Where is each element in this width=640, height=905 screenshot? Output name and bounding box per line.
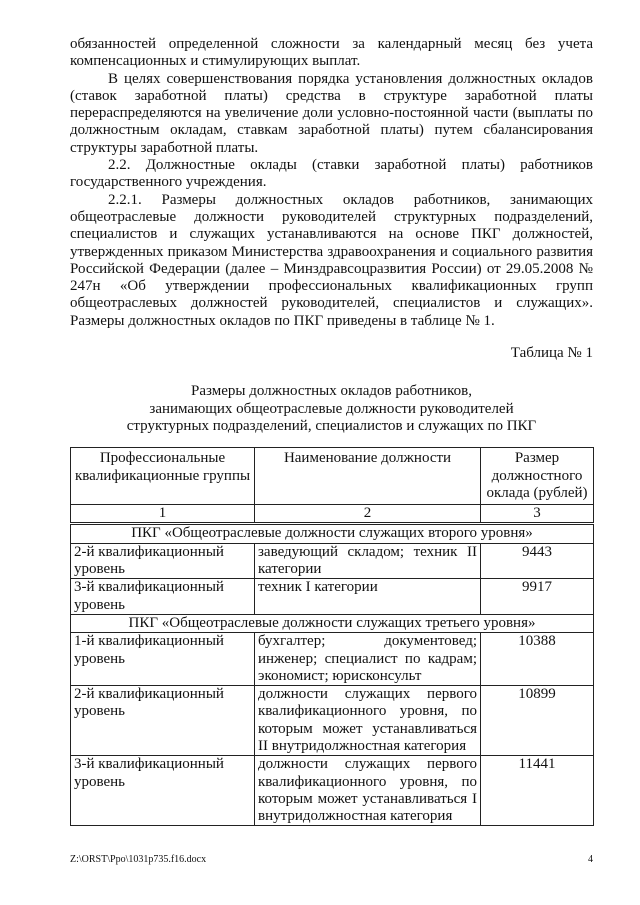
- page-footer: [70, 854, 593, 865]
- column-number-row: [71, 505, 594, 524]
- table-caption-line: структурных подразделений, специалистов и служащих по ПКГ: [126, 417, 537, 434]
- table-group-title: ПКГ «Общеотраслевые должности служащих второго уровня»: [71, 524, 594, 543]
- cell-qualification-level: 1-й квалификационный уровень: [71, 633, 255, 686]
- column-number: 1: [71, 505, 255, 524]
- table-row: [71, 633, 594, 686]
- cell-position-name: бухгалтер; документовед; инженер; специалист по кадрам; экономист; юрисконсульт: [255, 633, 481, 686]
- cell-qualification-level: 2-й квалификационный уровень: [71, 686, 255, 756]
- salary-table: [70, 447, 594, 826]
- table-group-row: [71, 524, 594, 543]
- paragraph-salary-structure: В целях совершенствования порядка установления должностных окладов (ставок заработной платы) средства в структуре заработной платы перераспределяются на увеличение доли условно-постоянной части (выплаты по должностным окладам, ставкам заработной платы) путем сбалансирования структуры заработной платы.: [70, 70, 593, 156]
- paragraph-continuation: обязанностей определенной сложности за календарный месяц без учета компенсационных и стимулирующих выплат.: [70, 36, 593, 70]
- header-cell-groups: Профессиональные квалификационные группы: [71, 448, 255, 505]
- table-caption-line: Размеры должностных окладов работников,: [191, 383, 472, 400]
- cell-qualification-level: 2-й квалификационный уровень: [71, 543, 255, 579]
- paragraph-section-2-2-1: 2.2.1. Размеры должностных окладов работников, занимающих общеотраслевые должности руководителей структурных подразделений, специалистов и служащих устанавливаются на основе ПКГ должностей, утвержденных приказом Министерства здравоохранения и социального развития Российской Федерации (далее – Минздравсоцразвития России) от 29.05.2008 № 247н «Об утверждении профессиональных квалификационных групп общеотраслевых должностей руководителей, специалистов и служащих». Размеры должностных окладов по ПКГ приведены в таблице № 1.: [70, 191, 593, 329]
- cell-salary: 10899: [481, 686, 594, 756]
- table-number: Таблица № 1: [510, 345, 593, 362]
- footer-file-path: Z:\ORST\Ppo\1031p735.f16.docx: [70, 854, 207, 865]
- table-caption-line: занимающих общеотраслевые должности руководителей: [149, 400, 514, 417]
- header-cell-position: Наименование должности: [255, 448, 481, 505]
- column-number: 3: [481, 505, 594, 524]
- cell-position-name: техник I категории: [255, 579, 481, 615]
- cell-position-name: заведующий складом; техник II категории: [255, 543, 481, 579]
- cell-qualification-level: 3-й квалификационный уровень: [71, 756, 255, 826]
- cell-salary: 9443: [481, 543, 594, 579]
- cell-position-name: должности служащих первого квалификационного уровня, по которым может устанавливаться I внутридолжностная категория: [255, 756, 481, 826]
- table-header-row: [71, 448, 594, 505]
- table-caption: [70, 383, 593, 435]
- table-group-row: [71, 614, 594, 632]
- document-body: [70, 36, 593, 826]
- table-row: [71, 686, 594, 756]
- table-row: [71, 579, 594, 615]
- cell-salary: 10388: [481, 633, 594, 686]
- cell-qualification-level: 3-й квалификационный уровень: [71, 579, 255, 615]
- table-row: [71, 756, 594, 826]
- cell-position-name: должности служащих первого квалификационного уровня, по которым может устанавливаться II внутридолжностная категория: [255, 686, 481, 756]
- paragraph-section-2-2: 2.2. Должностные оклады (ставки заработной платы) работников государственного учреждения.: [70, 157, 593, 191]
- footer-page-number: 4: [588, 854, 593, 865]
- cell-salary: 9917: [481, 579, 594, 615]
- column-number: 2: [255, 505, 481, 524]
- table-group-title: ПКГ «Общеотраслевые должности служащих третьего уровня»: [71, 614, 594, 632]
- cell-salary: 11441: [481, 756, 594, 826]
- table-row: [71, 543, 594, 579]
- header-cell-salary: Размер должностного оклада (рублей): [481, 448, 594, 505]
